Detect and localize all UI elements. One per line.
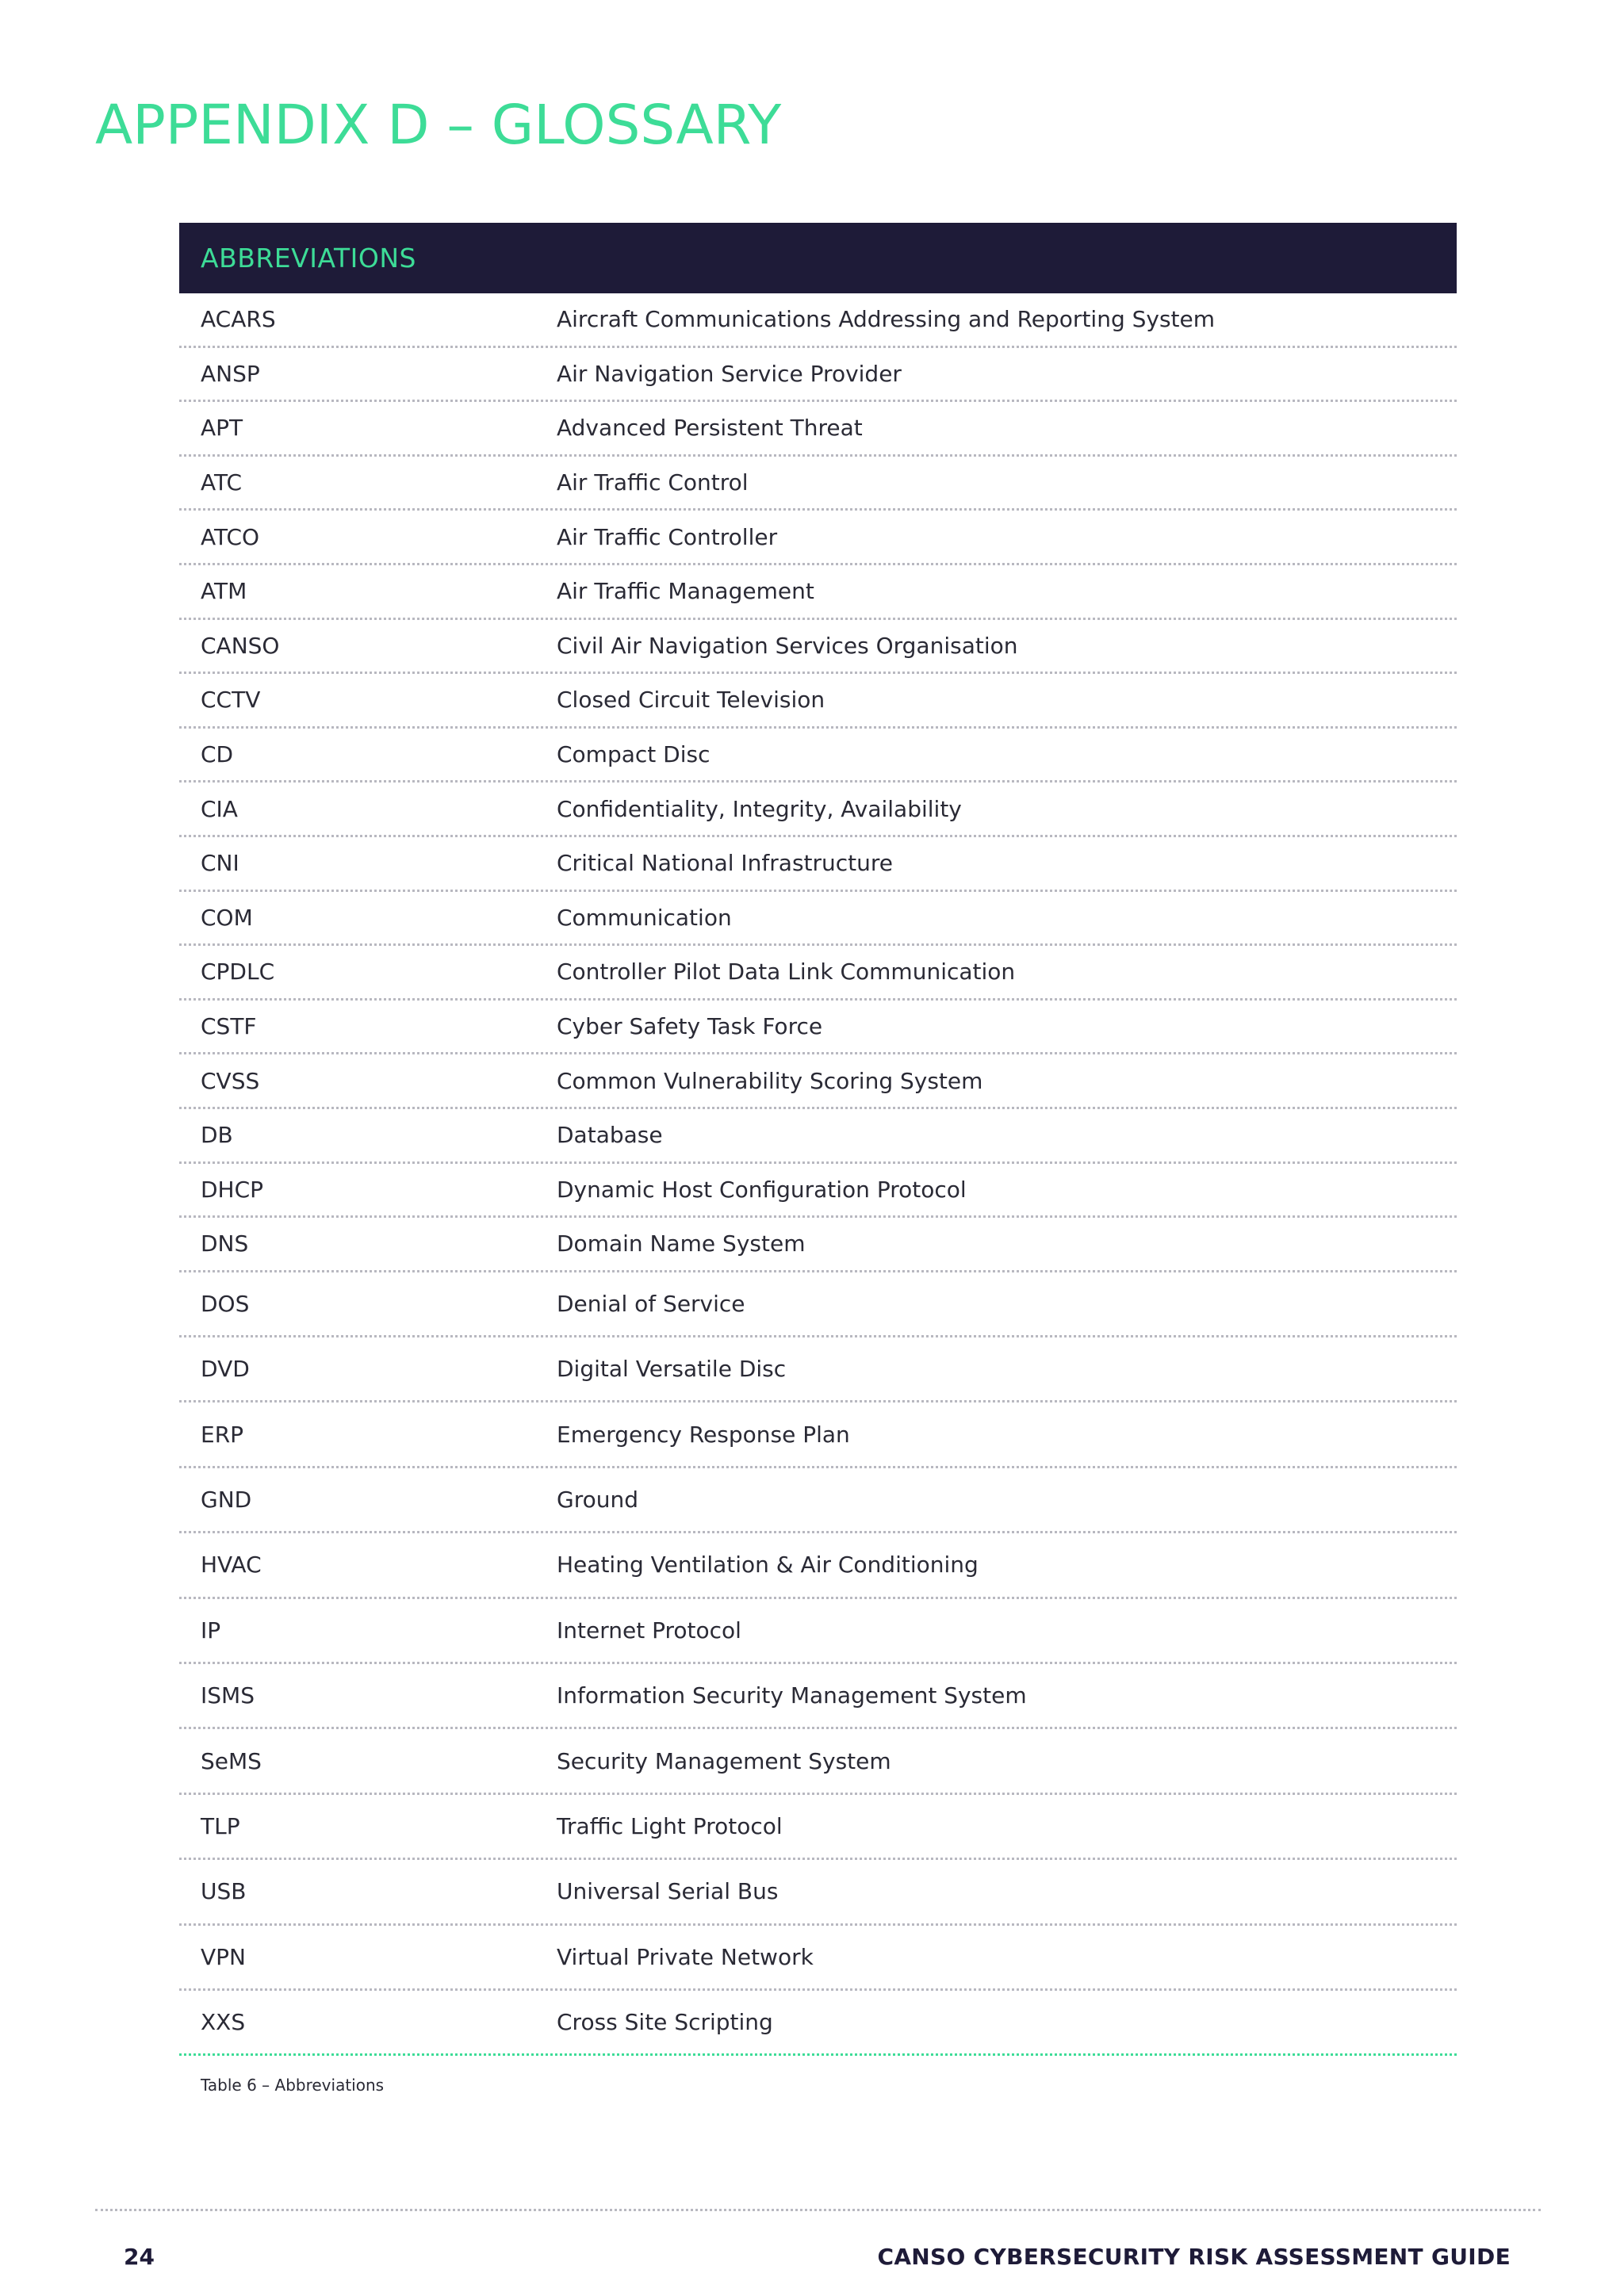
definition-cell: Ground xyxy=(557,1487,638,1513)
abbreviations-table xyxy=(179,223,1457,2056)
definition-cell: Advanced Persistent Threat xyxy=(557,415,863,442)
abbreviation-cell: TLP xyxy=(201,1813,240,1839)
table-row xyxy=(179,1402,1457,1468)
table-row xyxy=(179,402,1457,457)
table-row xyxy=(179,837,1457,892)
definition-cell: Communication xyxy=(557,904,732,931)
table-row xyxy=(179,348,1457,403)
definition-cell: Air Navigation Service Provider xyxy=(557,360,902,387)
table-body xyxy=(179,293,1457,2056)
abbreviation-cell: ANSP xyxy=(201,360,260,387)
definition-cell: Heating Ventilation & Air Conditioning xyxy=(557,1552,979,1578)
definition-cell: Cyber Safety Task Force xyxy=(557,1013,823,1040)
table-row xyxy=(179,1054,1457,1109)
page-title: APPENDIX D – GLOSSARY xyxy=(95,94,782,157)
table-row xyxy=(179,620,1457,675)
definition-cell: Security Management System xyxy=(557,1747,891,1774)
table-row xyxy=(179,783,1457,837)
definition-cell: Civil Air Navigation Services Organisation xyxy=(557,632,1018,659)
abbreviation-cell: SeMS xyxy=(201,1747,262,1774)
abbreviation-cell: HVAC xyxy=(201,1552,262,1578)
definition-cell: Closed Circuit Television xyxy=(557,687,825,714)
table-header-label: ABBREVIATIONS xyxy=(201,243,416,274)
table-row xyxy=(179,1272,1457,1337)
abbreviation-cell: DB xyxy=(201,1122,233,1149)
table-row xyxy=(179,511,1457,565)
definition-cell: Compact Disc xyxy=(557,741,710,768)
table-row xyxy=(179,1533,1457,1598)
abbreviation-cell: CPDLC xyxy=(201,959,275,985)
definition-cell: Cross Site Scripting xyxy=(557,2009,773,2036)
definition-cell: Common Vulnerability Scoring System xyxy=(557,1067,983,1094)
footer-divider xyxy=(95,2209,1541,2211)
definition-cell: Virtual Private Network xyxy=(557,1943,814,1970)
table-row xyxy=(179,946,1457,1001)
table-row xyxy=(179,1991,1457,2056)
abbreviation-cell: XXS xyxy=(201,2009,246,2036)
abbreviation-cell: ATCO xyxy=(201,523,260,550)
table-header xyxy=(179,223,1457,293)
definition-cell: Information Security Management System xyxy=(557,1682,1027,1709)
abbreviation-cell: APT xyxy=(201,415,243,442)
definition-cell: Traffic Light Protocol xyxy=(557,1813,783,1839)
definition-cell: Air Traffic Controller xyxy=(557,523,778,550)
table-row xyxy=(179,1468,1457,1533)
abbreviation-cell: ACARS xyxy=(201,306,276,333)
table-row xyxy=(179,1795,1457,1860)
table-row xyxy=(179,892,1457,947)
definition-cell: Internet Protocol xyxy=(557,1617,741,1644)
table-caption: Table 6 – Abbreviations xyxy=(201,2076,385,2095)
table-row xyxy=(179,1664,1457,1729)
abbreviation-cell: CANSO xyxy=(201,632,280,659)
table-row xyxy=(179,1599,1457,1664)
document-title: CANSO CYBERSECURITY RISK ASSESSMENT GUIDE xyxy=(877,2244,1511,2270)
definition-cell: Confidentiality, Integrity, Availability xyxy=(557,795,962,822)
table-row xyxy=(179,1109,1457,1164)
abbreviation-cell: CCTV xyxy=(201,687,261,714)
abbreviation-cell: DOS xyxy=(201,1290,250,1317)
abbreviation-cell: ISMS xyxy=(201,1682,255,1709)
abbreviation-cell: CD xyxy=(201,741,234,768)
table-row xyxy=(179,1164,1457,1219)
definition-cell: Critical National Infrastructure xyxy=(557,850,894,877)
definition-cell: Domain Name System xyxy=(557,1230,806,1257)
table-row xyxy=(179,1860,1457,1925)
abbreviation-cell: CNI xyxy=(201,850,239,877)
definition-cell: Dynamic Host Configuration Protocol xyxy=(557,1176,967,1203)
abbreviation-cell: GND xyxy=(201,1487,252,1513)
table-row xyxy=(179,729,1457,783)
definition-cell: Denial of Service xyxy=(557,1290,745,1317)
abbreviation-cell: VPN xyxy=(201,1943,246,1970)
definition-cell: Emergency Response Plan xyxy=(557,1421,850,1448)
definition-cell: Air Traffic Management xyxy=(557,578,814,605)
table-row xyxy=(179,565,1457,620)
table-row xyxy=(179,1218,1457,1272)
abbreviation-cell: DVD xyxy=(201,1356,250,1383)
abbreviation-cell: DHCP xyxy=(201,1176,264,1203)
definition-cell: Controller Pilot Data Link Communication xyxy=(557,959,1016,985)
abbreviation-cell: CVSS xyxy=(201,1067,260,1094)
table-row xyxy=(179,1001,1457,1055)
page-number: 24 xyxy=(124,2244,155,2270)
abbreviation-cell: CSTF xyxy=(201,1013,257,1040)
definition-cell: Database xyxy=(557,1122,663,1149)
abbreviation-cell: ATC xyxy=(201,469,242,496)
table-row xyxy=(179,1729,1457,1794)
table-row xyxy=(179,1926,1457,1991)
abbreviation-cell: ATM xyxy=(201,578,247,605)
definition-cell: Aircraft Communications Addressing and Reporting System xyxy=(557,306,1216,333)
abbreviation-cell: COM xyxy=(201,904,253,931)
definition-cell: Universal Serial Bus xyxy=(557,1878,779,1905)
table-row xyxy=(179,457,1457,511)
abbreviation-cell: DNS xyxy=(201,1230,249,1257)
table-row xyxy=(179,1337,1457,1402)
abbreviation-cell: USB xyxy=(201,1878,247,1905)
abbreviation-cell: ERP xyxy=(201,1421,244,1448)
abbreviation-cell: CIA xyxy=(201,795,238,822)
table-row xyxy=(179,293,1457,348)
definition-cell: Air Traffic Control xyxy=(557,469,749,496)
definition-cell: Digital Versatile Disc xyxy=(557,1356,787,1383)
abbreviation-cell: IP xyxy=(201,1617,221,1644)
table-row xyxy=(179,674,1457,729)
